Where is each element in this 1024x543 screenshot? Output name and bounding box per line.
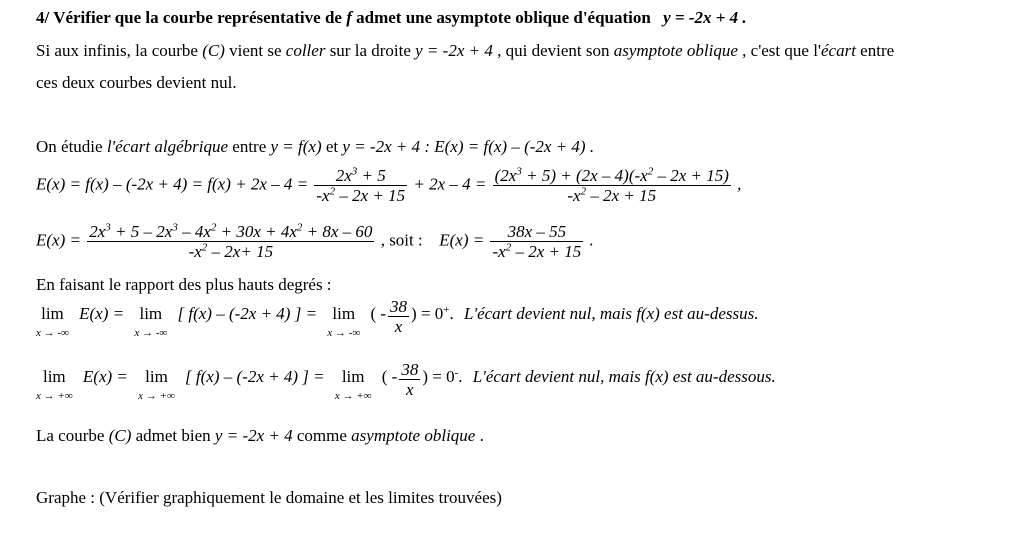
- punctuation: .: [449, 304, 454, 323]
- text: En faisant le rapport des plus hauts degrés :: [36, 275, 332, 294]
- text: Si aux infinis, la courbe: [36, 41, 198, 60]
- limit-line: lim x → -∞ E(x) = lim x → -∞ [ f(x) – (-2x + 4) ] = lim x → -∞ ( - $\frac{38}{x}$ ) = 0+. L'écart devient nul, mais f(x) est au-dessus.: [36, 297, 759, 339]
- text: entre: [860, 41, 895, 60]
- heading-text: Vérifier que la courbe représentative de: [53, 8, 342, 27]
- emphasis: l'écart algébrique: [106, 137, 229, 156]
- section-heading: [36, 8, 747, 28]
- text: (Vérifier graphiquement le domaine et les limites trouvées): [99, 488, 502, 507]
- section-number: 4/: [36, 8, 50, 27]
- limit-operator: lim x → +∞: [138, 367, 175, 402]
- text: , c'est que l': [742, 41, 821, 60]
- expression: E(x) =: [82, 367, 128, 386]
- text: , qui devient son: [497, 41, 610, 60]
- expression: ) = 0: [411, 304, 444, 323]
- equation: y = -2x + 4: [214, 426, 293, 445]
- paragraph-line: [36, 73, 237, 93]
- punctuation: .: [458, 367, 463, 386]
- paragraph-line: [36, 488, 502, 508]
- paragraph-line: [36, 41, 894, 61]
- function-symbol: f: [346, 8, 352, 27]
- text: vient se: [229, 41, 282, 60]
- heading-text-2: admet une asymptote oblique d'équation: [356, 8, 651, 27]
- fraction: $\frac{2x^3 + 5 - 2x^3 - 4x^2 + 30x + 4x^2 + 8x - 60}{-x^2 - 2x+ 15}$: [89, 221, 373, 261]
- expression: [ f(x) – (-2x + 4) ] =: [185, 367, 325, 386]
- expression: E(x) =: [36, 230, 81, 250]
- limit-operator: lim x → +∞: [334, 367, 372, 402]
- limit-operator: lim x → -∞: [134, 304, 168, 339]
- paragraph-line: [36, 426, 484, 446]
- text: sur la droite: [329, 41, 411, 60]
- limit-line: lim x → +∞ E(x) = lim x → +∞ [ f(x) – (-2x + 4) ] = lim x → +∞ ( - $\frac{38}{x}$ ) = 0-. L'écart devient nul, mais f(x) est au-dessous.: [36, 360, 776, 402]
- math-line: [36, 222, 594, 261]
- equation: E(x) = f(x) – (-2x + 4) .: [434, 137, 595, 156]
- heading-equation: y = -2x + 4 .: [663, 8, 747, 27]
- fraction: $\frac{38}{x}$: [390, 297, 408, 336]
- limit-operator: lim x → +∞: [36, 367, 73, 402]
- punctuation: .: [589, 230, 594, 250]
- math-line: [36, 166, 741, 205]
- equation: y = -2x + 4: [415, 41, 493, 60]
- emphasis: coller: [285, 41, 326, 60]
- fraction: $\frac{2x^3 + 5}{-x^2 - 2x + 15}$: [316, 165, 406, 205]
- curve-symbol: (C): [202, 41, 225, 60]
- text: admet bien: [135, 426, 211, 445]
- text: On étudie: [36, 137, 103, 156]
- punctuation: .: [479, 426, 484, 445]
- limit-operator: lim x → -∞: [327, 304, 361, 339]
- paragraph-line: [36, 137, 594, 157]
- text: ces deux courbes devient nul.: [36, 73, 237, 92]
- comment: L'écart devient nul, mais f(x) est au-dessus.: [464, 304, 759, 323]
- expression: ) = 0: [422, 367, 455, 386]
- expression: [ f(x) – (-2x + 4) ] =: [177, 304, 318, 323]
- fraction: $\frac{(2x^3 + 5) + (2x - 4)(-x^2 - 2x + 15)}{-x^2 - 2x + 15}$: [494, 165, 729, 205]
- fraction: $\frac{38}{x}$: [401, 360, 419, 399]
- equation: y = f(x): [270, 137, 322, 156]
- text: , soit :: [380, 230, 423, 250]
- emphasis: asymptote oblique: [351, 426, 476, 445]
- expression: ( -: [381, 367, 398, 386]
- text: et: [325, 137, 339, 156]
- text: comme: [296, 426, 347, 445]
- expression: E(x) =: [79, 304, 125, 323]
- curve-symbol: (C): [108, 426, 132, 445]
- text: entre: [232, 137, 267, 156]
- expression: E(x) = f(x) – (-2x + 4) = f(x) + 2x – 4 =: [36, 174, 309, 194]
- fraction: $\frac{38x - 55}{-x^2 - 2x + 15}$: [492, 222, 582, 261]
- emphasis: écart: [820, 41, 856, 60]
- comment: L'écart devient nul, mais f(x) est au-dessous.: [472, 367, 776, 386]
- text: Graphe :: [36, 488, 96, 507]
- limit-operator: lim x → -∞: [36, 304, 69, 339]
- expression: + 2x – 4 =: [413, 174, 487, 194]
- expression: E(x) =: [439, 230, 485, 250]
- equation: y = -2x + 4 :: [342, 137, 431, 156]
- text: La courbe: [36, 426, 105, 445]
- emphasis: asymptote oblique: [613, 41, 738, 60]
- expression: ( -: [370, 304, 387, 323]
- punctuation: ,: [737, 174, 742, 194]
- paragraph-line: [36, 275, 332, 295]
